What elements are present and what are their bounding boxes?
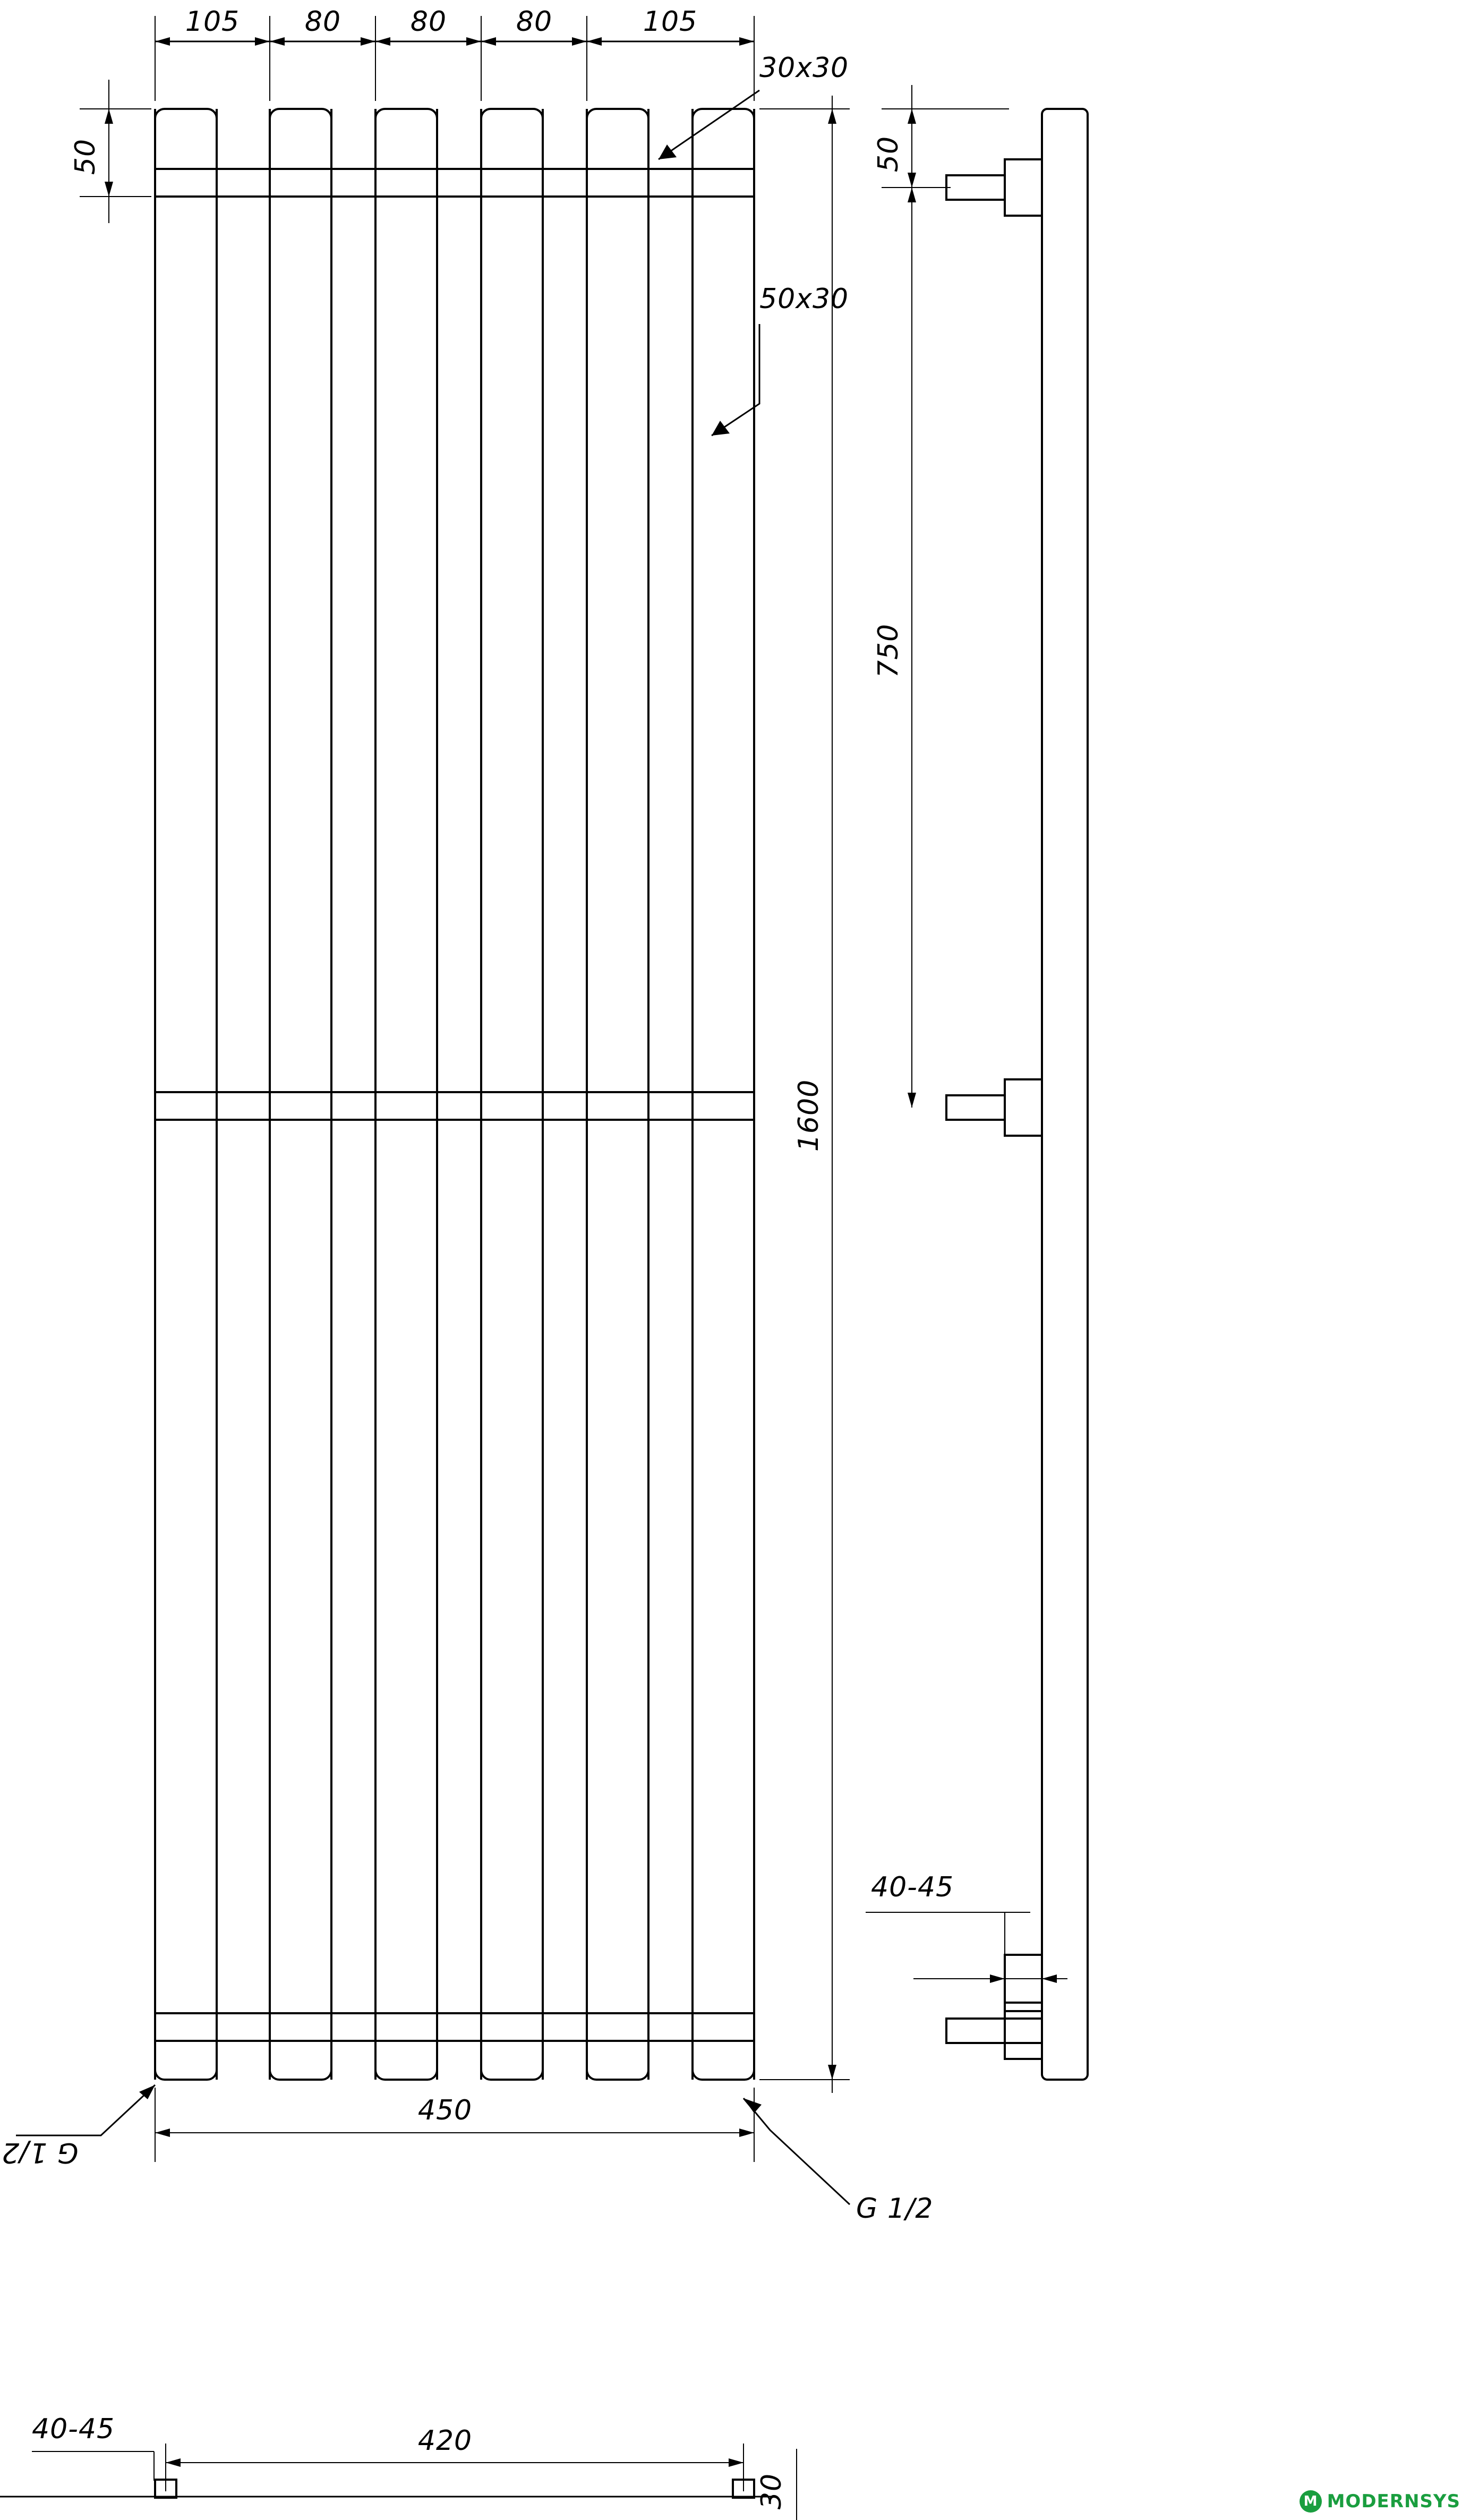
leader-30x30-arrow	[659, 144, 677, 159]
dim-label-50-side: 50	[873, 135, 904, 173]
front-collector-middle	[155, 1092, 754, 1120]
dim-label-g12-right: G 1/2	[856, 2193, 934, 2225]
front-tubes-overlay	[155, 109, 754, 2080]
bottom-4045-leader	[32, 2451, 154, 2481]
front-tube-3	[375, 109, 437, 2080]
dim-label-450: 450	[417, 2095, 473, 2126]
dim-label-80-a: 80	[304, 6, 341, 38]
logo-text: MODERNSYS	[1327, 2491, 1460, 2512]
dim-label-50-left: 50	[70, 138, 101, 175]
dim-label-105-left: 105	[185, 6, 240, 38]
front-tube-2	[270, 109, 331, 2080]
dim-label-1600: 1600	[793, 1079, 825, 1152]
leader-50x30-arrow	[712, 421, 730, 436]
dim-label-30x30: 30x30	[759, 52, 849, 84]
leader-g12-left	[16, 2085, 155, 2135]
dim-label-50x30: 50x30	[759, 283, 849, 315]
dim-label-30-bottom: 30	[756, 2473, 788, 2510]
dim-label-420: 420	[417, 2425, 473, 2457]
depth-4045-dimension	[866, 1912, 1067, 1992]
leader-50x30	[712, 324, 759, 436]
front-tube-1	[155, 109, 217, 2080]
side-connector-top	[946, 159, 1042, 216]
dim-label-80-c: 80	[516, 6, 553, 38]
leader-g12-right-arrow	[743, 2098, 762, 2113]
dim-label-4045-bottom: 40-45	[32, 2413, 115, 2445]
front-tube-4	[481, 109, 543, 2080]
dim-label-750: 750	[873, 623, 904, 678]
leader-30x30	[659, 90, 759, 159]
dim-label-g12-left: G 1/2	[1, 2136, 79, 2168]
logo-mark-icon: M	[1300, 2490, 1322, 2513]
side-connector-bottom	[946, 1955, 1042, 2059]
dim-label-4045-side: 40-45	[871, 1871, 954, 1903]
dim-label-105-right: 105	[643, 6, 698, 38]
watermark-logo	[1300, 2490, 1460, 2513]
front-tube-5	[587, 109, 648, 2080]
front-tube-6	[693, 109, 754, 2080]
front-collector-top	[155, 169, 754, 197]
side-view-body	[1042, 109, 1088, 2080]
leader-g12-right	[743, 2098, 850, 2204]
dim-label-80-b: 80	[410, 6, 447, 38]
front-collector-bottom	[155, 2013, 754, 2041]
side-connector-middle	[946, 1079, 1042, 1136]
